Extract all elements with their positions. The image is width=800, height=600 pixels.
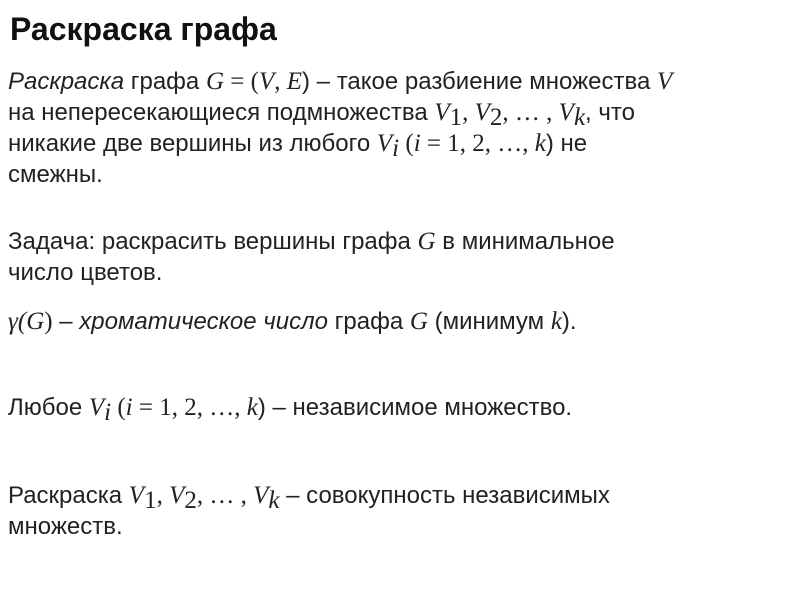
- text: число цветов.: [8, 259, 163, 286]
- text: ).: [561, 308, 577, 335]
- chromatic-number-paragraph: [8, 306, 792, 337]
- text: Любое: [8, 394, 89, 421]
- text: множеств.: [8, 513, 123, 540]
- symbol-V: V: [474, 99, 490, 126]
- symbol-V: V: [434, 99, 450, 126]
- subscript: i: [392, 135, 400, 162]
- text: – совокупность независимых: [279, 482, 610, 509]
- coloring-collection-paragraph: [8, 480, 792, 542]
- task-paragraph: [8, 226, 792, 288]
- text: , … ,: [196, 482, 254, 509]
- subscript: 1: [144, 487, 157, 514]
- text: ) – такое разбиение множества: [302, 68, 657, 95]
- symbol-i: i: [413, 130, 421, 157]
- symbol-V: V: [128, 482, 145, 509]
- text: на непересекающиеся подмножества: [8, 99, 435, 126]
- text: ,: [274, 68, 287, 95]
- subscript: 2: [489, 104, 503, 131]
- text: смежны.: [8, 161, 103, 188]
- text: ): [44, 308, 53, 335]
- text: (: [111, 394, 126, 421]
- sets-formula: [128, 482, 280, 514]
- text: Задача: раскрасить вершины графа: [8, 228, 418, 255]
- symbol-V: V: [656, 68, 673, 95]
- symbol-V: V: [169, 482, 185, 509]
- independent-set-paragraph: [8, 392, 792, 426]
- text: (минимум: [427, 308, 551, 335]
- subscript: 2: [184, 487, 197, 514]
- term-coloring: Раскраска: [8, 68, 125, 95]
- text: , что: [585, 99, 635, 126]
- subscript: k: [573, 104, 586, 131]
- subscript: i: [104, 399, 112, 426]
- symbol-V: V: [258, 68, 275, 95]
- text: в минимальное: [435, 228, 615, 255]
- text: = (: [224, 68, 259, 95]
- text: ,: [462, 99, 475, 126]
- subscript: k: [268, 487, 280, 514]
- symbol-V: V: [88, 394, 105, 421]
- symbol-V: V: [376, 130, 393, 157]
- text: ) не: [545, 130, 588, 157]
- term-chromatic-number: хроматическое число: [79, 308, 328, 335]
- symbol-k: k: [534, 130, 546, 157]
- text: никакие две вершины из любого: [8, 130, 377, 157]
- symbol-G: G: [26, 308, 45, 335]
- symbol-G: G: [205, 68, 225, 95]
- symbol-k: k: [246, 394, 258, 421]
- text: = 1, 2, …,: [420, 130, 535, 157]
- text: графа: [124, 68, 206, 95]
- symbol-V: V: [253, 482, 269, 509]
- symbol-k: k: [550, 308, 562, 335]
- text: –: [52, 308, 80, 335]
- text: графа: [327, 308, 410, 335]
- text: (: [399, 130, 414, 157]
- slide-title: Раскраска графа: [10, 11, 277, 47]
- symbol-E: E: [286, 68, 303, 95]
- definition-paragraph: [8, 66, 792, 190]
- text: Раскраска: [8, 482, 129, 509]
- subscript: 1: [449, 104, 463, 131]
- symbol-gamma: γ(: [8, 308, 27, 335]
- symbol-i: i: [125, 394, 133, 421]
- text: = 1, 2, …,: [132, 394, 247, 421]
- symbol-G: G: [417, 228, 436, 255]
- symbol-V: V: [558, 99, 574, 126]
- symbol-G: G: [409, 308, 428, 335]
- text: ,: [156, 482, 170, 509]
- subsets-formula: [434, 99, 586, 131]
- text: , … ,: [502, 99, 559, 126]
- text: ) – независимое множество.: [257, 394, 573, 421]
